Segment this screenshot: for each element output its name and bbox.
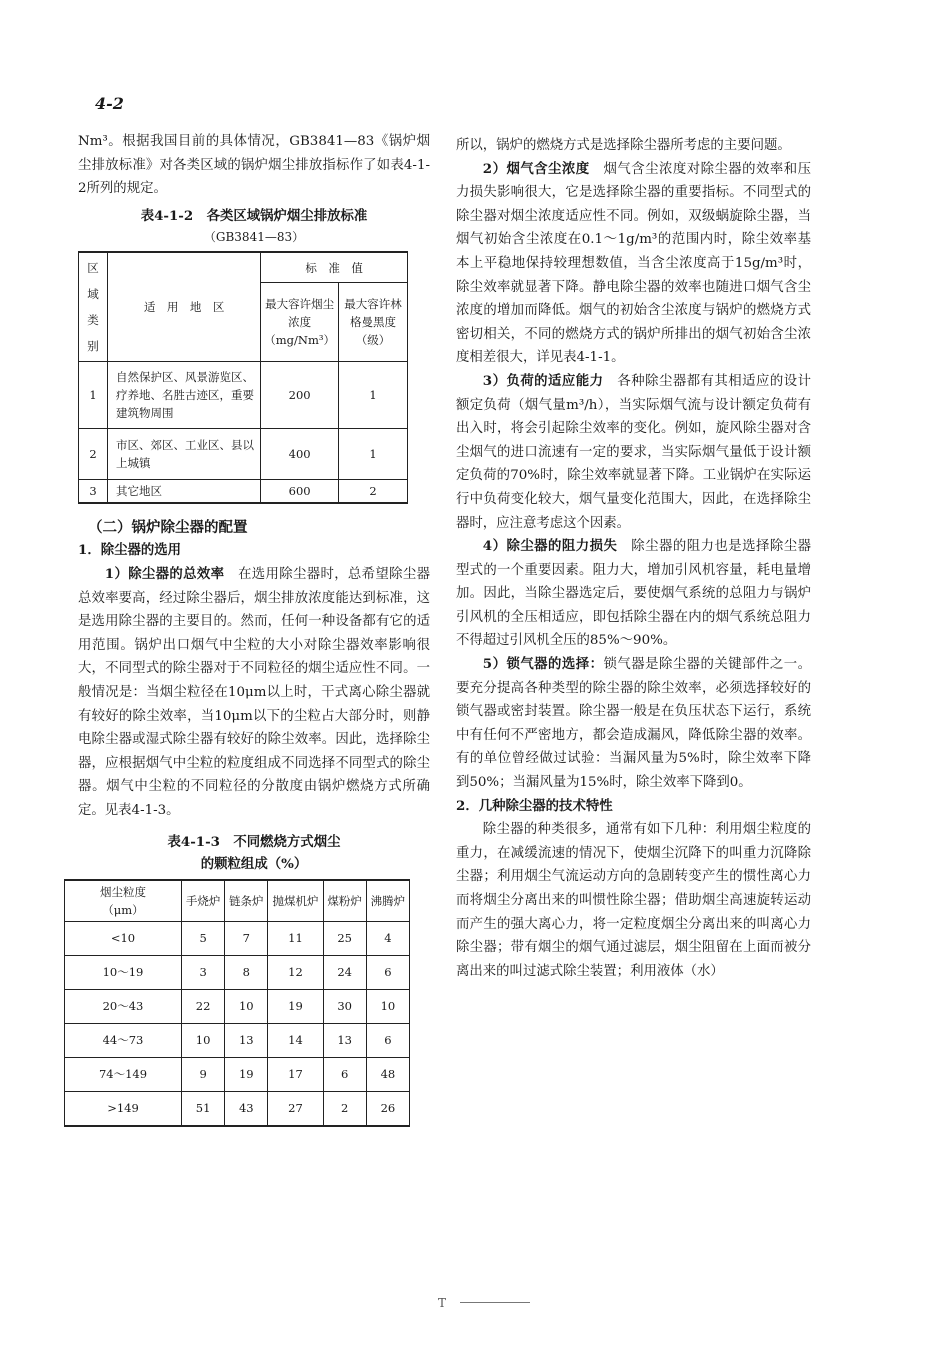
column-header: 抛煤机炉 — [268, 880, 323, 922]
header-ringelmann-unit: （级） — [355, 333, 391, 348]
cell-value: 9 — [182, 1057, 225, 1091]
cell-ringelmann: 1 — [339, 361, 408, 428]
cell-value: 13 — [323, 1023, 366, 1057]
table-caption: 表4-1-2 各类区域锅炉烟尘排放标准 — [140, 207, 368, 224]
cell-value: 19 — [225, 1057, 268, 1091]
cell-value: 51 — [182, 1091, 225, 1126]
cell-value: 6 — [366, 1023, 409, 1057]
table-row — [79, 361, 408, 428]
paragraph — [456, 158, 811, 370]
table-caption-cont: 的颗粒组成（%） — [200, 855, 308, 872]
cell-value: 6 — [323, 1057, 366, 1091]
table-subcaption: （GB3841—83） — [203, 229, 305, 244]
header-concentration-label: 最大容许烟尘浓度 — [265, 297, 335, 330]
cell-value: 5 — [182, 921, 225, 955]
cell-value: 4 — [366, 921, 409, 955]
cell-concentration: 600 — [261, 479, 339, 503]
cell-value: 27 — [268, 1091, 323, 1126]
cell-class: 3 — [79, 479, 108, 503]
cell-area: 自然保护区、风景游览区、疗养地、名胜古迹区，重要建筑物周围 — [108, 361, 261, 428]
paragraph-body: 在选用除尘器时，总希望除尘器总效率要高，经过除尘器后，烟尘排放浓度能达到标准，这是选用除尘器的主要目的。然而，任何一种设备都有它的适用范围。锅炉出口烟气中尘粒的大小对除尘器效率影响很大，不同型式的除尘器对于不同粒径的烟尘适应性不同。一般情况是：当烟尘粒径在10μm以上时，干式离心除尘器就有较好的除尘效率，当10μm以下的尘粒占大部分时，则静电除尘器或湿式除尘器有较好的除尘效率。因此，选择除尘器，应根据烟气中尘粒的粒度组成不同选择不同型式的除尘器。烟气中尘粒的不同粒径的分散度由锅炉燃烧方式所确定。见表4-1-3。 — [78, 566, 430, 818]
paragraph-body: 烟气含尘浓度对除尘器的效率和压力损失影响很大，它是选择除尘器的重要指标。不同型式的除尘器对烟尘浓度适应性不同。例如，双级蜗旋除尘器，当烟气初始含尘浓度在0.1～1g/m³的范围内时，除尘效率基本上平稳地保持较理想数值，当含尘浓度高于15g/m³时，除尘效率就显著下降。静电除尘器的效率也随进口烟气含尘浓度的增加而降低。烟气的初始含尘浓度与锅炉的燃烧方式密切相关，不同的燃烧方式的锅炉所排出的烟气初始含尘浓度相差很大，详见表4-1-1。 — [456, 161, 812, 366]
paragraph-head: 5）锁气器的选择： — [482, 656, 604, 673]
table-row — [65, 1057, 410, 1091]
cell-value: 6 — [366, 955, 409, 989]
cell-size: 74～149 — [65, 1057, 182, 1091]
header-concentration — [261, 283, 339, 361]
cell-value: 10 — [366, 989, 409, 1023]
cell-value: 2 — [323, 1091, 366, 1126]
cell-size: 20～43 — [65, 989, 182, 1023]
column-header: 链条炉 — [225, 880, 268, 922]
table-row — [65, 989, 410, 1023]
cell-concentration: 400 — [261, 428, 339, 479]
paragraph — [456, 653, 811, 795]
paragraph: Nm³。根据我国目前的具体情况，GB3841—83《锅炉烟尘排放标准》对各类区域的锅炉烟尘排放指标作了如表4-1-2所列的规定。 — [78, 134, 430, 197]
footer-mark: T — [438, 1296, 447, 1310]
cell-size: >149 — [65, 1091, 182, 1126]
paragraph-head: 1）除尘器的总效率 — [104, 565, 225, 582]
subsection-heading: 2．几种除尘器的技术特性 — [456, 797, 613, 814]
cell-value: 10 — [225, 989, 268, 1023]
particle-size-table — [64, 879, 410, 1127]
paragraph: 所以，锅炉的燃烧方式是选择除尘器所考虑的主要问题。 — [456, 138, 791, 153]
paragraph-body: 锁气器是除尘器的关键部件之一。要充分提高各种类型的除尘器的除尘效率，必须选择较好的锁气器或密封装置。除尘器一般是在负压状态下运行，系统中有任何不严密地方，都会造成漏风，降低除尘器的效率。有的单位曾经做过试验：当漏风量为5%时，除尘效率下降到50%；当漏风量为15%时，除尘效率下降到0。 — [456, 657, 811, 791]
left-column — [78, 130, 430, 1127]
cell-value: 11 — [268, 921, 323, 955]
column-header: 手烧炉 — [182, 880, 225, 922]
header-size-label: 烟尘粒度 — [100, 884, 146, 899]
header-size — [65, 880, 182, 922]
section-heading: （二）锅炉除尘器的配置 — [88, 518, 248, 536]
cell-size: 44～73 — [65, 1023, 182, 1057]
table-row — [65, 1023, 410, 1057]
column-header: 煤粉炉 — [323, 880, 366, 922]
header-class: 区域类别 — [79, 252, 108, 362]
column-header: 沸腾炉 — [366, 880, 409, 922]
cell-value: 43 — [225, 1091, 268, 1126]
cell-value: 30 — [323, 989, 366, 1023]
paragraph-head: 3）负荷的适应能力 — [482, 372, 604, 389]
cell-value: 48 — [366, 1057, 409, 1091]
table-row — [65, 1091, 410, 1126]
cell-size: 10～19 — [65, 955, 182, 989]
paragraph-body: 各种除尘器都有其相适应的设计额定负荷（烟气量m³/h），当实际烟气流与设计额定负荷有出入时，将会引起除尘效率的变化。例如，旋风除尘器对含尘烟气的进口流速有一定的要求，当实际烟气量低于设计额定负荷的70%时，除尘效率就显著下降。工业锅炉在实际运行中负荷变化较大，烟气量变化范围大，因此，在选择除尘器时，应注意考虑这个因素。 — [456, 373, 811, 531]
paragraph — [456, 370, 811, 535]
table-caption: 表4-1-3 不同燃烧方式烟尘 — [167, 833, 341, 850]
cell-size: <10 — [65, 921, 182, 955]
cell-value: 12 — [268, 955, 323, 989]
header-ringelmann — [339, 283, 408, 361]
cell-value: 24 — [323, 955, 366, 989]
table-row — [79, 479, 408, 503]
cell-ringelmann: 2 — [339, 479, 408, 503]
header-standard: 标 准 值 — [261, 252, 408, 283]
cell-value: 10 — [182, 1023, 225, 1057]
table-row — [79, 428, 408, 479]
paragraph-head: 2）烟气含尘浓度 — [482, 160, 590, 177]
footer-rule — [460, 1302, 530, 1303]
subsection-heading: 1．除尘器的选用 — [78, 542, 182, 559]
cell-value: 19 — [268, 989, 323, 1023]
cell-ringelmann: 1 — [339, 428, 408, 479]
paragraph: 除尘器的种类很多，通常有如下几种：利用烟尘粒度的重力，在减缓流速的情况下，使烟尘沉降下的叫重力沉降除尘器；利用烟尘气流运动方向的急剧转变产生的惯性离心力而将烟尘分离出来的叫惯性除尘器；借助烟尘高速旋转运动而产生的强大离心力，将一定粒度烟尘分离出来的叫离心力除尘器；带有烟尘的烟气通过滤层，烟尘阻留在上面而被分离出来的叫过滤式除尘装置；利用液体（水） — [456, 822, 811, 979]
table-row — [65, 921, 410, 955]
cell-value: 13 — [225, 1023, 268, 1057]
emission-standard-table — [78, 251, 408, 504]
cell-area: 市区、郊区、工业区、县以上城镇 — [108, 428, 261, 479]
header-area: 适 用 地 区 — [108, 252, 261, 362]
table-row — [65, 955, 410, 989]
cell-value: 26 — [366, 1091, 409, 1126]
cell-value: 25 — [323, 921, 366, 955]
right-column — [456, 134, 811, 983]
cell-value: 3 — [182, 955, 225, 989]
header-concentration-unit: （mg/Nm³） — [264, 333, 335, 348]
page-number: 4-2 — [95, 94, 124, 113]
cell-value: 8 — [225, 955, 268, 989]
cell-area: 其它地区 — [108, 479, 261, 503]
cell-class: 2 — [79, 428, 108, 479]
cell-value: 17 — [268, 1057, 323, 1091]
paragraph-body: 除尘器的阻力也是选择除尘器型式的一个重要因素。阻力大，增加引风机容量，耗电量增加。因此，当除尘器选定后，要使烟气系统的总阻力与锅炉引风机的全压相适应，即包括除尘器在内的烟气系统总阻力不得超过引风机全压的85%～90%。 — [456, 539, 812, 649]
cell-value: 7 — [225, 921, 268, 955]
paragraph-head: 4）除尘器的阻力损失 — [482, 538, 618, 555]
header-size-unit: （μm） — [102, 902, 144, 917]
cell-concentration: 200 — [261, 361, 339, 428]
cell-value: 14 — [268, 1023, 323, 1057]
cell-class: 1 — [79, 361, 108, 428]
cell-value: 22 — [182, 989, 225, 1023]
paragraph — [78, 563, 430, 823]
header-ringelmann-label: 最大容许林格曼黑度 — [344, 297, 402, 330]
paragraph — [456, 535, 811, 653]
